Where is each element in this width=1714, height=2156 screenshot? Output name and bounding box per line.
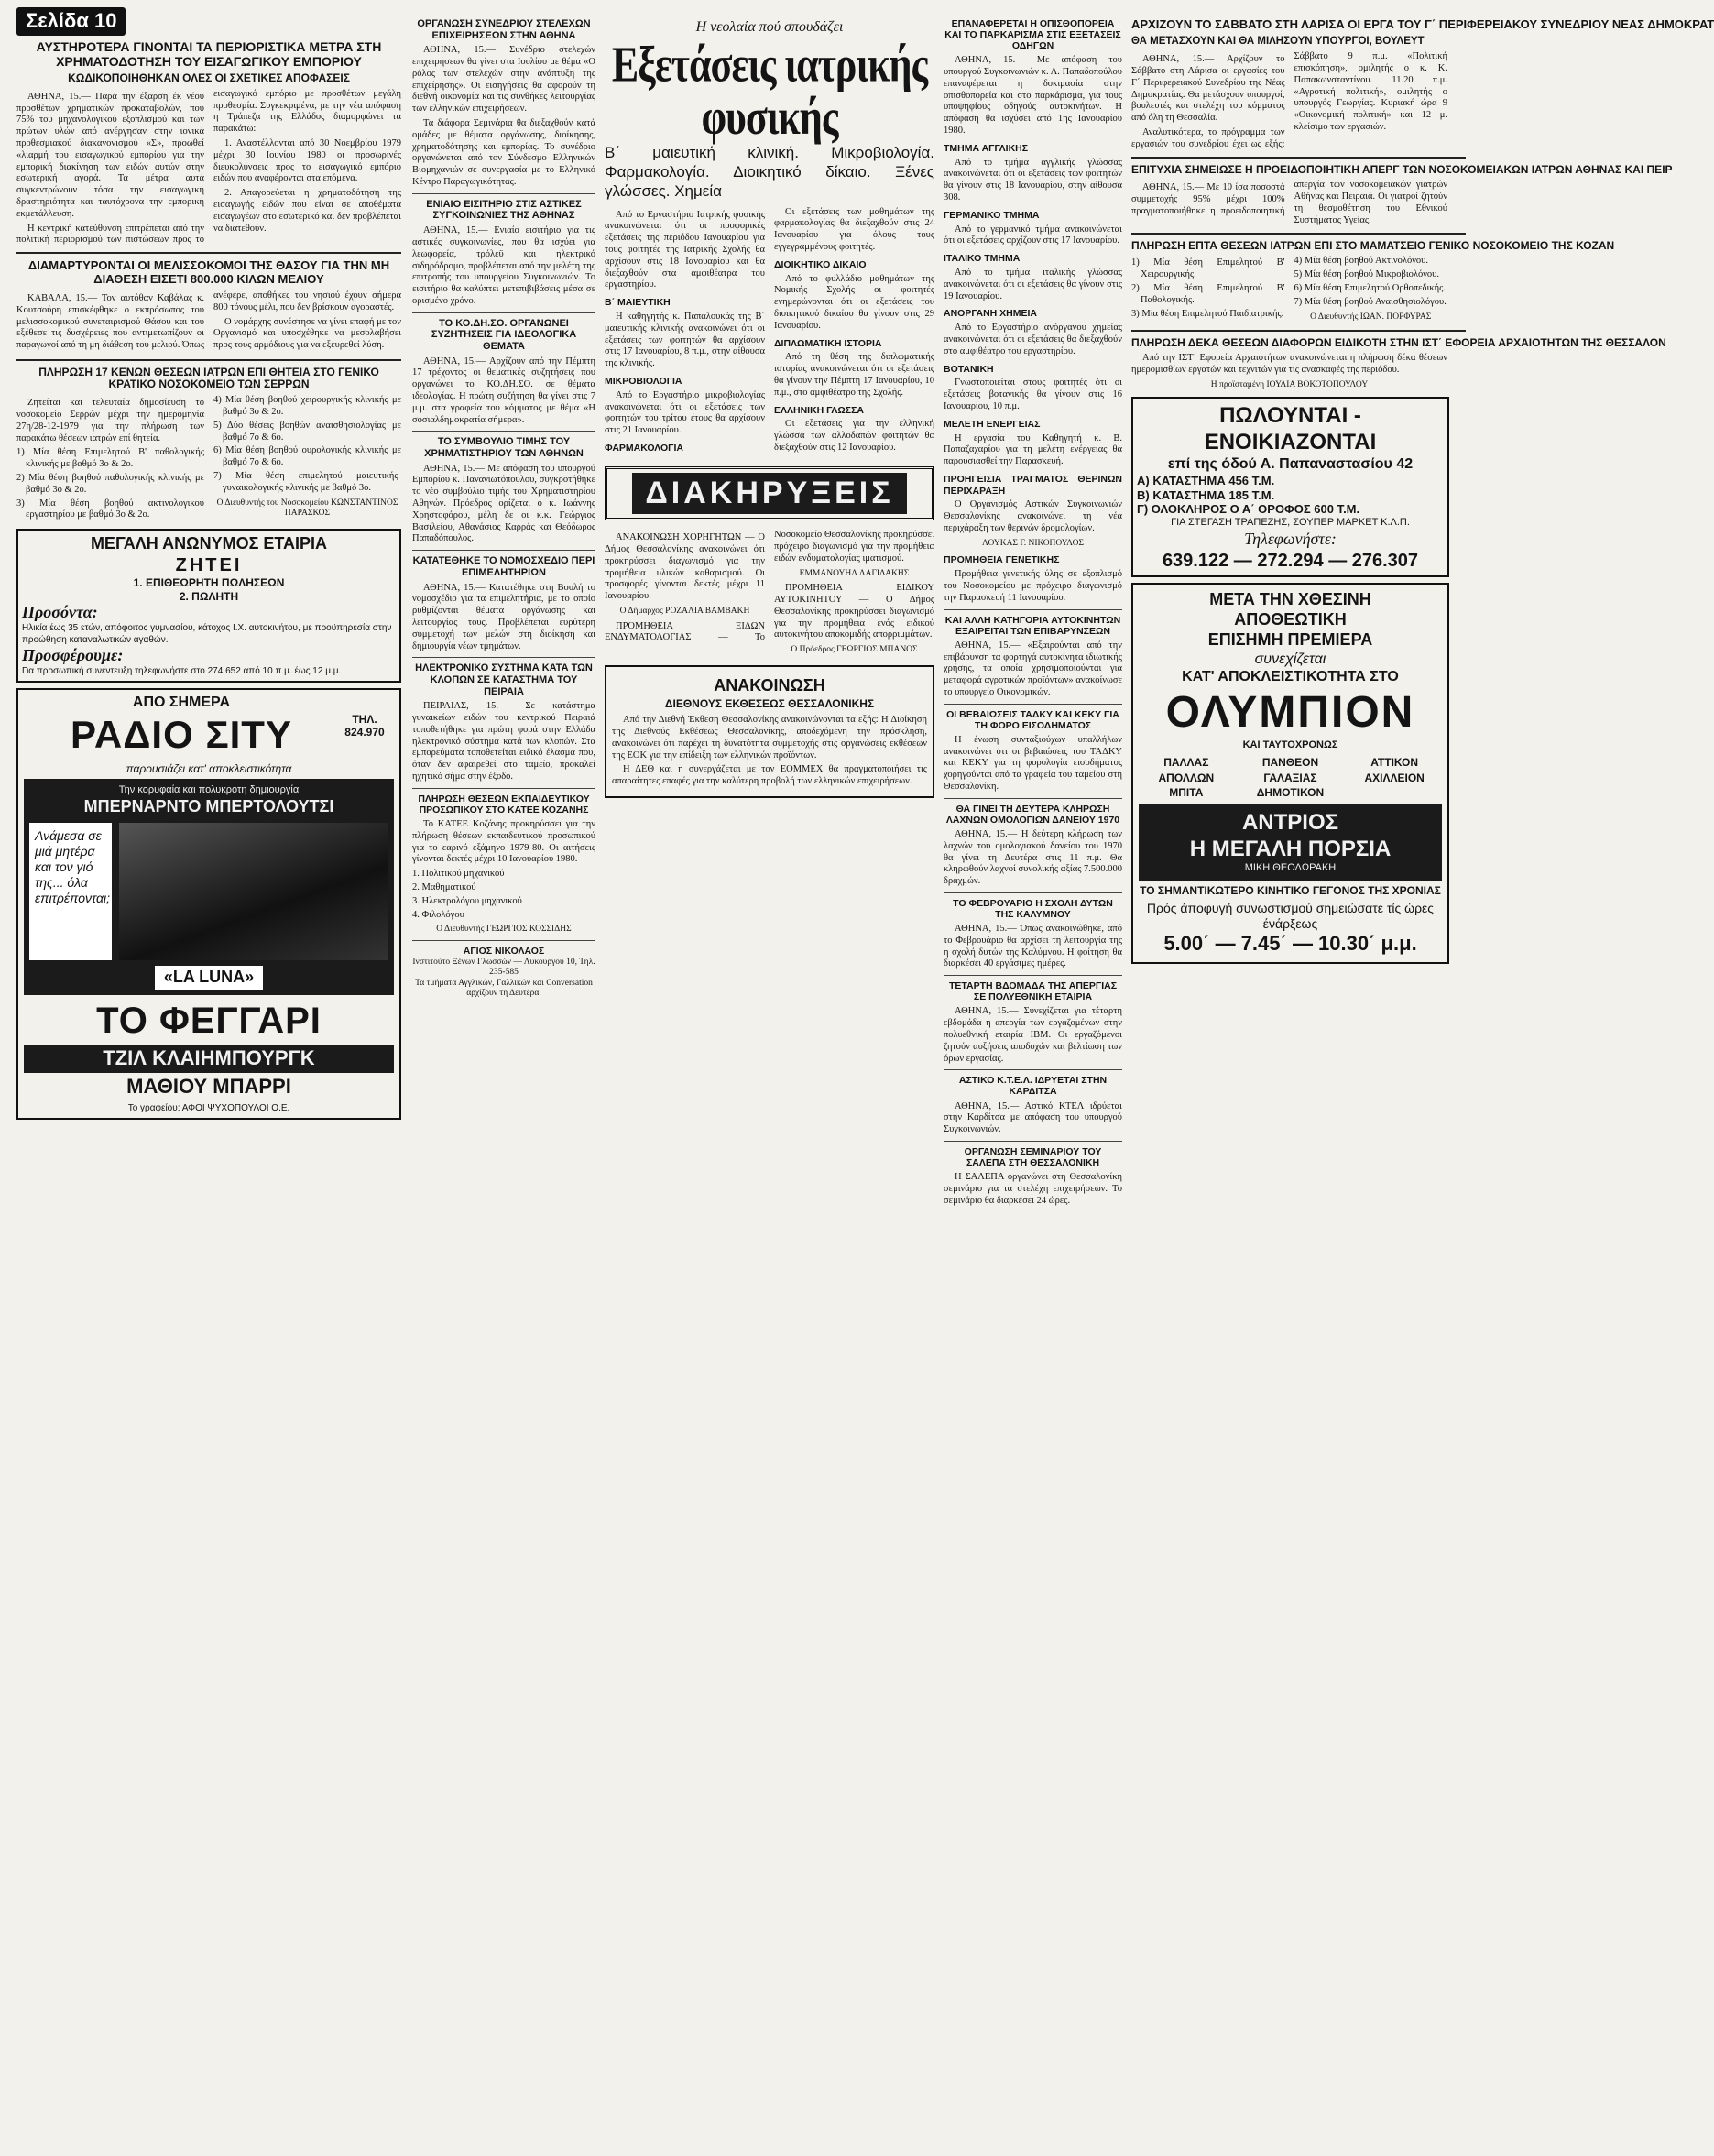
section-title: Β΄ ΜΑΙΕΥΤΙΚΗ [605, 297, 671, 309]
article-paragraph: ΑΘΗΝΑ, 15.— Με απόφαση του υπουργού Εμπορίου κ. Παναγιωτόπουλου, συγκροτήθηκε το νέο συμβούλιο τιμής του Χρηματιστηρίου Αθηνών. Πρόεδρος ορίζεται ο κ. Ιωάννης Χρηστοφόρου, μέλη δε οι κ.κ. Γεώργιος Βασιλείου, Αθανάσιος Καρράς και Θεόδωρος Παπαδόπουλος. [412, 463, 595, 544]
article-paragraph: ΑΘΗΝΑ, 15.— «Εξαιρούνται από την επιβάρυνση τα φορτηγά αυτοκίνητα ιδιωτικής χρήσης, τα οποία χρησιμοποιούνται για μεταφορά αγροτικών προϊόντων» ανακοίνωσε το υπουργείο Οικονομικών. [944, 640, 1122, 697]
headline-katee-kozani: ΠΛΗΡΩΣΗ ΘΕΣΕΩΝ ΕΚΠΑΙΔΕΥΤΙΚΟΥ ΠΡΟΣΩΠΙΚΟΥ ΣΤΟ ΚΑΤΕΕ ΚΟΖΑΝΗΣ [418, 793, 590, 815]
article-paragraph: ΑΘΗΝΑ, 15.— Αρχίζουν από την Πέμπτη 17 τρέχοντος οι θεματικές συζητήσεις που οργανώνει το ΚΟ.ΔΗ.ΣΟ. σε θέματα ιδεολογίας. Η πρώτη συζήτηση θα γίνει στις 7 μ.μ. στα γραφεία του κόμματος με θέμα «Η σοσιαλδημοκρατία σήμερα». [412, 356, 595, 425]
article-paragraph: ΠΕΙΡΑΙΑΣ, 15.— Σε κατάστημα γυναικείων ειδών του κεντρικού Πειραιά τοποθετήθηκε για πρώτη φορά στην Ελλάδα ηλεκτρονικό σύστημα κατά των κλοπών. Στα εμπορεύματα τοποθετείται ειδικό έλασμα που, όταν δεν αφαιρεθεί στο ταμείο, προκαλεί ηχητικό σήμα στην έξοδο. [412, 701, 595, 783]
list-item: 3) Μία θέση βοηθού ακτινολογικού εργαστηρίου με βαθμό 3ο & 2ο. [16, 498, 204, 520]
divider [944, 892, 1122, 893]
ad-film-big-title: ΤΟ ΦΕΓΓΑΡΙ [96, 1000, 322, 1041]
ad-title: ΜΕΓΑΛΗ ΑΝΩΝΥΜΟΣ ΕΤΑΙΡΙΑ [90, 533, 328, 553]
headline-single-ticket: ΕΝΙΑΙΟ ΕΙΣΙΤΗΡΙΟ ΣΤΙΣ ΑΣΤΙΚΕΣ ΣΥΓΚΟΙΝΩΝΙΕΣ ΤΗΣ ΑΘΗΝΑΣ [426, 198, 582, 222]
list-item: 5) Μία θέση βοηθού Μικροβιολόγου. [1294, 269, 1439, 280]
column-1 [16, 0, 401, 1125]
list-item: 4. Φιλολόγου [412, 909, 464, 920]
section-title: ΔΙΠΛΩΜΑΤΙΚΗ ΙΣΤΟΡΙΑ [774, 337, 882, 349]
ad-showtimes: 5.00΄ — 7.45΄ — 10.30΄ μ.μ. [1163, 932, 1417, 956]
section-title: ΒΟΤΑΝΙΚΗ [944, 363, 994, 375]
headline-ktel-karditsa: ΑΣΤΙΚΟ Κ.Τ.Ε.Λ. ΙΔΡΥΕΤΑΙ ΣΤΗΝ ΚΑΡΔΙΤΣΑ [958, 1075, 1108, 1098]
section-title: ΑΝΟΡΓΑΝΗ ΧΗΜΕΙΑ [944, 308, 1038, 320]
ad-req-text: Ηλικία έως 35 ετών, απόφοιτος γυμνασίου, κάτοχος Ι.Χ. αυτοκινήτου, με προϋπηρεσία στην προώθηση καταναλωτικών αγαθών. [22, 623, 392, 645]
ad-line: ΕΠΙΣΗΜΗ ΠΡΕΜΙΕΡΑ [1207, 629, 1373, 649]
headline-strike: ΤΕΤΑΡΤΗ ΒΔΟΜΑΔΑ ΤΗΣ ΑΠΕΡΓΙΑΣ ΣΕ ΠΟΛΥΕΘΝΙΚΗ ΕΤΑΙΡΙΑ [948, 980, 1118, 1003]
article-paragraph: Τα διάφορα Σεμινάρια θα διεξαχθούν κατά ομάδες με θέματα οργάνωσης, διοίκησης, χρηματοδότησης και εμπορίας. Το συνέδριο οργανώνεται από τον Σύνδεσμο Ελληνικών Βιομηχανιών σε συνεργασία με το Ελληνικό Κέντρο Παραγωγικότητας. [412, 118, 595, 188]
signature: ΛΟΥΚΑΣ Γ. ΝΙΚΟΠΟΥΛΟΣ [981, 538, 1084, 548]
article-larisa-congress [1131, 51, 1447, 150]
headline-serres-hospital: ΠΛΗΡΩΣΗ 17 ΚΕΝΩΝ ΘΕΣΕΩΝ ΙΑΤΡΩΝ ΕΠΙ ΘΗΤΕΙΑ ΣΤΟ ΓΕΝΙΚΟ ΚΡΑΤΙΚΟ ΝΟΣΟΚΟΜΕΙΟ ΤΩΝ ΣΕΡΡΩΝ [38, 365, 379, 391]
divider [944, 1141, 1122, 1142]
ad-item: Β) ΚΑΤΑΣΤΗΜΑ 185 Τ.Μ. [1137, 487, 1275, 502]
ad-item: Α) ΚΑΤΑΣΤΗΜΑ 456 Τ.Μ. [1137, 473, 1275, 487]
ad-quote: Ανάμεσα σε μιά μητέρα και τον γιό της... όλα επιτρέπονται; [29, 823, 112, 960]
headline-congress: ΟΡΓΑΝΩΣΗ ΣΥΝΕΔΡΙΟΥ ΣΤΕΛΕΧΩΝ ΕΠΙΧΕΙΡΗΣΕΩΝ ΣΤΗΝ ΑΘΗΝΑ [417, 18, 591, 41]
list-item: 1. Πολιτικού μηχανικού [412, 869, 505, 880]
ad-director: ΜΠΕΡΝΑΡΝΤΟ ΜΠΕΡΤΟΛΟΥΤΣΙ [83, 796, 334, 815]
ad-item: 2. ΠΩΛΗΤΗ [179, 589, 239, 603]
list-item: 1) Μία θέση Επιμελητού Β' Χειρουργικής. [1131, 257, 1285, 280]
article-paragraph: Οι εξετάσεις των μαθημάτων της φαρμακολογίας θα διεξαχθούν στις 24 Ιανουαρίου για όλους τους εγγεγραμμένους φοιτητές. [774, 206, 934, 253]
ad-hall: ΑΠΟΛΛΩΝ [1158, 771, 1215, 784]
ad-school-address: Ινστιτούτο Ξένων Γλωσσών — Λυκουργού 10, Τηλ. 235-585 [412, 957, 595, 978]
ad-line: ΚΑΤ' ΑΠΟΚΛΕΙΣΤΙΚΟΤΗΤΑ ΣΤΟ [1182, 669, 1399, 685]
headline-salepa-seminar: ΟΡΓΑΝΩΣΗ ΣΕΜΙΝΑΡΙΟΥ ΤΟΥ ΣΑΛΕΠΑ ΣΤΗ ΘΕΣΣΑΛΟΝΙΚΗ [964, 1145, 1102, 1168]
list-item: 6) Μία θέση Επιμελητού Ορθοπεδικής. [1294, 282, 1446, 293]
list-item: 2. Μαθηματικού [412, 881, 476, 892]
article-paragraph: Η καθηγητής κ. Παπαλουκάς της Β΄ μαιευτικής κλινικής ανακοινώνει ότι οι εξετάσεις των φοιτητών θα αρχίσουν στις 17 Ιανουαρίου, 8 π.μ., στην αίθουσα της κλινικής. [605, 312, 765, 369]
headline-chambers-bill: ΚΑΤΑΤΕΘΗΚΕ ΤΟ ΝΟΜΟΣΧΕΔΙΟ ΠΕΡΙ ΕΠΙΜΕΛΗΤΗΡΙΩΝ [412, 555, 595, 578]
article-paragraph: Από το Εργαστήριο ανόργανου χημείας ανακοινώνεται ότι οι εξετάσεις θα διεξαχθούν στο αμφιθέατρο του εργαστηρίου. [944, 323, 1122, 356]
divider [16, 252, 401, 254]
ad-hall: ΓΑΛΑΞΙΑΣ [1263, 771, 1317, 784]
divider [412, 657, 595, 658]
ad-tel-title: Τηλεφωνήστε: [1244, 529, 1337, 548]
article-paragraph: Από το Εργαστήριο μικροβιολογίας ανακοινώνεται ότι οι εξετάσεις των φοιτητών του τρίτου έτους θα αρχίσουν στις 21 Ιανουαρίου. [605, 389, 765, 436]
article-paragraph: ΑΘΗΝΑ, 15.— Κατατέθηκε στη Βουλή το νομοσχέδιο για τα επιμελητήρια, με το οποίο ρυθμίζονται θέματα οργάνωσης και λειτουργίας τους. Προβλέπεται ευρύτερη συμμετοχή των μελών στη διοίκηση και δημιουργία νέων τμημάτων. [412, 582, 595, 651]
ad-phone: ΤΗΛ. 824.970 [344, 712, 385, 739]
divider [1131, 330, 1466, 332]
section-title: ΠΡΟΜΗΘΕΙΑ ΓΕΝΕΤΙΚΗΣ [944, 554, 1060, 566]
article-paragraph: ΑΘΗΝΑ, 15.— Με απόφαση του υπουργού Συγκοινωνιών κ. Λ. Παπαδοπούλου επαναφέρεται η δοκιμασία στην οπισθοπορεία και στο παρκάρισμα, για τους υποψηφίους οδηγούς αυτοκινήτων. Η απόφαση θα ισχύσει από 1ης Ιανουαρίου 1980. [944, 55, 1122, 136]
headline-exams: Εξετάσεις ιατρικής φυσικής [611, 36, 928, 146]
article-paragraph: 1. Αναστέλλονται από 30 Νοεμβρίου 1979 μέχρι 30 Ιουνίου 1980 οι προσωρινές διευκολύνσεις προς το εισαγωγικό εμπόριο ειδών που αναφέρονται στα επόμενα. [213, 138, 401, 184]
ad-exclusive-line: παρουσιάζει κατ' αποκλειστικότητα [126, 761, 292, 775]
ad-hall: ΠΑΛΛΑΣ [1163, 755, 1209, 769]
article-paragraph: Η ΣΑΛΕΠΑ οργανώνει στη Θεσσαλονίκη σεμινάριο για τα στελέχη επιχειρήσεων. Το σεμινάριο θα διαρκέσει 24 ώρες. [944, 1172, 1122, 1206]
ad-sale-rent [1131, 397, 1449, 577]
column-2 [412, 0, 595, 1000]
ad-film-title: «LA LUNA» [155, 966, 263, 990]
headline-doctors-strike: ΕΠΙΤΥΧΙΑ ΣΗΜΕΙΩΣΕ Η ΠΡΟΕΙΔΟΠΟΙΗΤΙΚΗ ΑΠΕΡΓ ΤΩΝ ΝΟΣΟΚΟΜΕΙΑΚΩΝ ΙΑΤΡΩΝ ΑΘΗΝΑΣ ΚΑΙ ΠΕΙΡ [1131, 162, 1673, 176]
announcement-paragraph: Η ΔΕΘ και η συνεργάζεται με τον ΕΟΜΜΕΧ θα πραγματοποιήσει τις απαραίτητες επαφές για την καλύτερη προβολή των ελληνικών επιχειρήσεων. [612, 764, 927, 787]
headline-vehicle-exemption: ΚΑΙ ΑΛΛΗ ΚΑΤΗΓΟΡΙΑ ΑΥΤΟΚΙΝΗΤΩΝ ΕΞΑΙΡΕΙΤΑΙ ΤΩΝ ΕΠΙΒΑΡΥΝΣΕΩΝ [944, 614, 1121, 637]
section-title: ΤΜΗΜΑ ΑΓΓΛΙΚΗΣ [944, 142, 1029, 154]
article-paragraph: Από το φυλλάδιο μαθημάτων της Νομικής Σχολής οι φοιτητές ενημερώνονται ότι οι εξετάσεις του διοικητικού δικαίου θα γίνουν στις 29 Ιανουαρίου. [774, 273, 934, 331]
article-beekeepers [16, 290, 401, 353]
ad-radio-city-header [18, 690, 399, 762]
ad-cinema-name: ΟΛΥΜΠΙΟΝ [1165, 687, 1415, 737]
article-paragraph: ΑΘΗΝΑ, 15.— Αστικό ΚΤΕΛ ιδρύεται στην Καρδίτσα με απόφαση του υπουργού Συγκοινωνιών. [944, 1100, 1122, 1135]
list-item: 7) Μία θέση επιμελητού μαιευτικής-γυναικολογικής κλινικής με βαθμό 3ο. [213, 470, 401, 493]
list-item: 7) Μία θέση βοηθού Αναισθησιολόγου. [1294, 296, 1447, 307]
signature: Ο Πρόεδρος ΓΕΩΡΓΙΟΣ ΜΠΑΝΟΣ [791, 645, 918, 655]
banner-tenders-box [605, 466, 934, 520]
subheadline-larisa-congress: ΘΑ ΜΕΤΑΣΧΟΥΝ ΚΑΙ ΘΑ ΜΙΛΗΣΟΥΝ ΥΠΟΥΡΓΟΙ, ΒΟΥΛΕΥΤ [1131, 35, 1425, 47]
headline-anti-theft: ΗΛΕΚΤΡΟΝΙΚΟ ΣΥΣΤΗΜΑ ΚΑΤΑ ΤΩΝ ΚΛΟΠΩΝ ΣΕ ΚΑΤΑΣΤΗΜΑ ΤΟΥ ΠΕΙΡΑΙΑ [415, 662, 593, 697]
ad-star-2: ΜΑΘΙΟΥ ΜΠΑΡΡΙ [126, 1075, 291, 1099]
ad-hall: ΑΤΤΙΚΟΝ [1370, 755, 1419, 769]
list-item: 4) Μία θέση βοηθού Ακτινολόγου. [1294, 256, 1428, 267]
article-paragraph: Προμήθεια γενετικής ύλης σε εξοπλισμό του Νοσοκομείου με πρόχειρο διαγωνισμό την Παρασκευή 11 Ιανουαρίου. [944, 569, 1122, 603]
divider [412, 940, 595, 941]
article-paragraph: Από το τμήμα ιταλικής γλώσσας ανακοινώνεται ότι οι εξετάσεις θα γίνουν στις 19 Ιανουαρίου. [944, 267, 1122, 301]
ad-cinema-name: ΡΑΔΙΟ ΣΙΤΥ [71, 713, 292, 757]
ad-item: Γ) ΟΛΟΚΛΗΡΟΣ Ο Α΄ ΟΡΟΦΟΣ 600 Τ.Μ. [1137, 502, 1360, 517]
article-paragraph: Οι εξετάσεις για την ελληνική γλώσσα των αλλοδαπών φοιτητών θα διεξαχθούν στις 12 Ιανουαρίου. [774, 419, 934, 453]
section-title: ΦΑΡΜΑΚΟΛΟΓΙΑ [605, 442, 683, 454]
divider [1131, 233, 1466, 235]
ad-olympion-cinema [1131, 583, 1449, 964]
article-paragraph: 2. Απαγορεύεται η χρηματοδότηση της εισαγωγής ειδών που είναι σε αποθέματα εισαγωγέων στο εσωτερικό και δεν προβλέπεται να διατεθούν. [213, 188, 401, 234]
tender-paragraph: ΠΡΟΜΗΘΕΙΑ ΕΙΔΙΚΟΥ ΑΥΤΟΚΙΝΗΤΟΥ — Ο Δήμος Θεσσαλονίκης προκηρύσσει διαγωνισμό για την προμήθεια ενός ειδικού αυτοκινήτου αποκομιδής απορριμμάτων. [774, 583, 934, 640]
ad-line: συνεχίζεται [1254, 651, 1326, 667]
tender-paragraph: ΠΡΟΜΗΘΕΙΑ ΕΙΔΩΝ ΕΝΔΥΜΑΤΟΛΟΓΙΑΣ — Το Νοσοκομείο Θεσσαλονίκης προκηρύσσει πρόχειρο διαγωνισμό για την προμήθεια ειδών ενδυματολογίας ιματισμού. [605, 530, 934, 643]
column-5 [1131, 0, 1714, 969]
list-item: 5) Δύο θέσεις βοηθών αναισθησιολογίας με βαθμό 7ο & 6ο. [213, 420, 401, 443]
ad-radio-city [16, 688, 401, 1120]
article-paragraph: Ζητείται και τελευταία δημοσίευση το νοσοκομείο Σερρών μέχρι την ημερομηνία 27η/28-12-1979 για την πλήρωση των παρακάτω θέσεων ιατρών επί θητεία. [16, 398, 204, 443]
list-item: 1) Μία θέση Επιμελητού Β' παθολογικής κλινικής με βαθμό 3ο & 2ο. [16, 447, 204, 470]
ad-school-text: Τα τμήματα Αγγλικών, Γαλλικών και Conversation αρχίζουν τη Δευτέρα. [415, 978, 593, 999]
signature: Ο Διευθυντής ΙΩΑΝ. ΠΟΡΦΥΡΑΣ [1310, 312, 1432, 322]
divider [412, 193, 595, 194]
list-item: 3) Μία θέση Επιμελητού Παιδιατρικής. [1131, 308, 1284, 319]
section-title: ΜΙΚΡΟΒΙΟΛΟΓΙΑ [605, 376, 682, 387]
banner-tenders: ΔΙΑΚΗΡΥΞΕΙΣ [632, 473, 906, 514]
article-paragraph: ΚΑΒΑΛΑ, 15.— Τον αυτόθαν Καβάλας κ. Κουτσούρη επισκέφθηκε ο εκπρόσωπος του μελισσοκομικού συνεταιρισμού Θάσου και του εξέθεσε τις δυσχέρειες που αντιμετωπίζουν οι παραγωγοί από τη μη διάθεση του μελιού. Όπως ανέφερε, αποθήκες του νησιού έχουν σήμερα 800 τόνους μέλι, που δεν βρίσκουν αγοραστές. [16, 290, 401, 351]
article-paragraph: Από το γερμανικό τμήμα ανακοινώνεται ότι οι εξετάσεις αρχίζουν στις 17 Ιανουαρίου. [944, 224, 1122, 246]
section-title: ΓΕΡΜΑΝΙΚΟ ΤΜΗΜΑ [944, 209, 1040, 221]
divider [944, 704, 1122, 705]
headline-stock-exchange: ΤΟ ΣΥΜΒΟΥΛΙΟ ΤΙΜΗΣ ΤΟΥ ΧΡΗΜΑΤΙΣΤΗΡΙΟΥ ΤΩΝ ΑΘΗΝΩΝ [424, 436, 584, 460]
article-paragraph: Το ΚΑΤΕΕ Κοζάνης προκηρύσσει για την πλήρωση θέσεων εκπαιδευτικού προσωπικού για το εαρινό εξάμηνο 1979-80. Οι αιτήσεις γίνονται δεκτές μέχρι 10 Ιανουαρίου 1980. [412, 818, 595, 865]
kicker: Η νεολαία πού σπουδάζει [695, 19, 844, 35]
article-paragraph: ΑΘΗΝΑ, 15.— Η δεύτερη κλήρωση των λαχνών του ομολογιακού δανείου του 1970 θα γίνει τη Δευτέρα στις 11 π.μ. Θα κληρωθούν λαχνοί συνολικής αξίας 7.500.000 δραχμών. [944, 828, 1122, 887]
signature: Ο Δήμαρχος ΡΟΖΑΛΙΑ ΒΑΜΒΑΚΗ [619, 607, 750, 617]
headline-beekeepers: ΔΙΑΜΑΡΤΥΡΟΝΤΑΙ ΟΙ ΜΕΛΙΣΣΟΚΟΜΟΙ ΤΗΣ ΘΑΣΟΥ ΓΙΑ ΤΗΝ ΜΗ ΔΙΑΘΕΣΗ ΕΙΣΕΤΙ 800.000 ΚΙΛΩΝ ΜΕΛΙΟΥ [27, 258, 390, 287]
deck-exams: Β΄ μαιευτική κλινική. Μικροβιολογία. Φαρμακολογία. Διοικητικό δίκαιο. Ξένες γλώσσες. Χημεία [605, 143, 934, 201]
article-paragraph: Από τη θέση της διπλωματικής ιστορίας ανακοινώνεται ότι οι εξετάσεις θα γίνουν την Πέμπτη 17 Ιανουαρίου, 10 π.μ., στο αμφιθέατρο της Σχολής. [774, 352, 934, 398]
page-badge-wrap [16, 7, 401, 36]
article-paragraph: ΑΘΗΝΑ, 15.— Αρχίζουν το Σάββατο στη Λάρισα οι εργασίες του Γ΄ Περιφερειακού Συνεδρίου της Νέας Δημοκρατίας. Θα μετάσχουν υπουργοί, βουλευτές και στελέχη του κόμματος από όλη τη Θεσσαλία. [1131, 54, 1285, 124]
article-paragraph: ΑΘΗΝΑ, 15.— Ενιαίο εισιτήριο για τις αστικές συγκοινωνίες, που θα ισχύει για λεωφορεία, τρόλεϋ και ηλεκτρικό σιδηρόδρομο, προβλέπεται από την μελέτη της επιτροπής του υπουργείου Συγκοινωνιών. Το εισιτήριο θα καλύπτει μετεπιβιβάσεις μέσα σε ορισμένο χρόνο. [412, 225, 595, 306]
section-title: ΜΕΛΕΤΗ ΕΝΕΡΓΕΙΑΣ [944, 418, 1041, 430]
divider [944, 609, 1122, 610]
ad-language-school [412, 946, 595, 1000]
signature: Η προϊσταμένη ΙΟΥΛΙΑ ΒΟΚΟΤΟΠΟΥΛΟΥ [1210, 380, 1369, 390]
article-paragraph: ΑΘΗΝΑ, 15.— Παρά την έξαρση έκ νέου προσθέτων χρηματικών προκαταβολών, που 75% του μηχανολογικού εξοπλισμού και των πρώτων υλών από ανέργησαν στην ιονικά προθεσμιακού διακανονισμού «Σ», προωθεί «λιαρμή του εισαγωγικού εμπορίου για την εμπορική διακίνηση των ειδών αυτών στην εσωτερική αγορά. Τα μέτρα αυτά συγκεντρώνουν τόσα την εισαγωγική δραστηριότητα και ταυτόχρονα την εμπορική εκμετάλλευση. [16, 91, 204, 219]
list-item: 3. Ηλεκτρολόγου μηχανικού [412, 895, 522, 906]
headline-import-credit: ΑΥΣΤΗΡΟΤΕΡΑ ΓΙΝΟΝΤΑΙ ΤΑ ΠΕΡΙΟΡΙΣΤΙΚΑ ΜΕΤΡΑ ΣΤΗ ΧΡΗΜΑΤΟΔΟΤΗΣΗ ΤΟΥ ΕΙΣΑΓΩΓΙΚΟΥ ΕΜΠΟΡΙΟΥ [36, 38, 382, 69]
article-paragraph: ΑΘΗΝΑ, 15.— Συνεχίζεται για τέταρτη εβδομάδα η απεργία των εργαζομένων στην πολυεθνική εταιρία ΙΒΜ. Οι εργαζόμενοι ζητούν αυξήσεις αποδοχών και βελτίωση των όρων εργασίας. [944, 1006, 1122, 1064]
article-paragraph: Η κεντρική κατεύθυνση επιτρέπεται από την πολιτική περιορισμού των πιστώσεων προς το εισαγωγικό εμπόριο με προσθέτων μεγάλη προθεσμία. Συγκεκριμένα, με την νέα απόφαση η Τράπεζα της Ελλάδος διαμορφώνει τα παρακάτω: [16, 88, 401, 246]
divider [412, 312, 595, 313]
ad-film-tagline: Την κορυφαία και πολυκροτη δημιουργία [118, 784, 300, 796]
article-paragraph: Γνωστοποιείται στους φοιτητές ότι οι εξετάσεις βοτανικής θα γίνουν στις 16 Ιανουαρίου, 10 π.μ. [944, 378, 1122, 411]
ad-company-hiring [16, 529, 401, 683]
ad-item: 1. ΕΠΙΘΕΩΡΗΤΗ ΠΩΛΗΣΕΩΝ [133, 576, 285, 590]
headline-larisa-congress: ΑΡΧΙΖΟΥΝ ΤΟ ΣΑΒΒΑΤΟ ΣΤΗ ΛΑΡΙΣΑ ΟΙ ΕΡΓΑ ΤΟΥ Γ΄ ΠΕΡΙΦΕΡΕΙΑΚΟΥ ΣΥΝΕΔΡΙΟΥ ΝΕΑΣ ΔΗΜΟΚΡΑΤ [1131, 17, 1714, 31]
announcement-subtitle: ΔΙΕΘΝΟΥΣ ΕΚΘΕΣΕΩΣ ΘΕΣΣΑΛΟΝΙΚΗΣ [664, 697, 875, 711]
ad-note: Πρός άποφυγή συνωστισμού σημειώσατε τίς ώρες ένάρξεως [1146, 901, 1435, 932]
ad-subtitle: επί της όδού Α. Παπαναστασίου 42 [1167, 456, 1414, 473]
announcement-title: ΑΝΑΚΟΙΝΩΣΗ [714, 675, 825, 695]
divider [944, 1069, 1122, 1070]
list-item: 2) Μία θέση Επιμελητού Β' Παθολογικής. [1131, 282, 1285, 305]
divider [16, 359, 401, 361]
section-title: ΠΡΟΗΓΕΙΣΙΑ ΤΡΑΓΜΑΤΟΣ ΘΕΡΙΝΩΝ ΠΕΡΙΧΑΡΑΞΗ [944, 473, 1122, 497]
ad-line: ΑΠΟΘΕΩΤΙΚΗ [1234, 609, 1347, 629]
article-paragraph: ΑΘΗΝΑ, 15.— Με 10 ίσα ποσοστά συμμετοχής 95% μέχρι 100% πραγματοποιήθηκε η προειδοποιητική απεργία των νοσοκομειακών γιατρών Αθήνας και Πειραιά. Οι γιατροί ζητούν τη θεσμοθέτηση του Εθνικού Συστήματος Υγείας. [1131, 180, 1447, 225]
article-paragraph: ΑΘΗΝΑ, 15.— Όπως ανακοινώθηκε, από το Φεβρουάριο θα αρχίσει τη λειτουργία της η σχολή δυτών της Καλύμνου. Η φοίτηση θα διαρκέσει 40 εργάσιμες ημέρες. [944, 924, 1122, 969]
article-paragraph: Ο νομάρχης συνέστησε να γίνει επαφή με τον Οργανισμό και υποσχέθηκε να μεσολαβήσει προς τους αρμόδιους για να εξευρεθεί λύση. [213, 316, 401, 351]
announcement-paragraph: Από την Διεθνή Έκθεση Θεσσαλονίκης ανακοινώνονται τα εξής: Η Διοίκηση της Διεθνούς Εκθέσεως Θεσσαλονίκης, αποδεχόμενη την πρόσκληση, ανακοινώνει ότι παρέχει τη δυνατότητα συμμετοχής στις οργανώσεις εκθέσεων της ΕΟΚ για την επίδειξη των ελληνικών προϊόντων. [612, 715, 927, 761]
divider [1131, 157, 1466, 159]
ad-footer: Το γραφείου: ΑΦΟΙ ΨΥΧΟΠΟΥΛΟΙ Ο.Ε. [127, 1103, 290, 1114]
article-paragraph: Από το τμήμα αγγλικής γλώσσας ανακοινώνεται ότι οι εξετάσεις των φοιτητών θα γίνουν στις 18 Ιανουαρίου, στην αίθουσα 308. [944, 157, 1122, 202]
announcement-box [605, 665, 934, 798]
ad-hall: ΑΧΙΛΛΕΙΟΝ [1364, 771, 1425, 784]
ad-tel-numbers: 639.122 — 272.294 — 276.307 [1162, 550, 1419, 571]
article-paragraph: Αναλυτικότερα, το πρόγραμμα των εργασιών του συνεδρίου έχει ως εξής: Σάββατο 9 π.μ. «Πολιτική επισκόπηση», ομιλητής ο κ. Κ. Παπακωνσταντίνου. 11.20 π.μ. «Αγροτική πολιτική», ομιλητής ο υπουργός Γεωργίας. Κυριακή ώρα 9 «Οικονομική πολιτική» και 12 μ. κλείσιμο των εργασιών. [1131, 51, 1447, 149]
section-title: ΙΤΑΛΙΚΟ ΤΜΗΜΑ [944, 253, 1021, 265]
tenders-list [605, 530, 934, 656]
signature: ΕΜΜΑΝΟΥΗΛ ΛΑΓΙΔΑΚΗΣ [799, 568, 910, 578]
ad-star: ΤΖΙΛ ΚΛΑΙΗΜΠΟΥΡΓΚ [24, 1045, 394, 1073]
ad-film-panel [1139, 804, 1442, 881]
ad-hall: ΜΠΙΤΑ [1169, 786, 1204, 800]
ad-subtitle: ΖΗΤΕΙ [175, 554, 243, 575]
article-exams [605, 207, 934, 457]
list-item: 6) Μία θέση βοηθού ουρολογικής κλινικής με βαθμό 7ο & 6ο. [213, 445, 401, 468]
ad-film-title-1: ΑΝΤΡΙΟΣ [1241, 809, 1339, 835]
tender-paragraph: ΑΝΑΚΟΙΝΩΣΗ ΧΟΡΗΓΗΤΩΝ — Ο Δήμος Θεσσαλονίκης ανακοινώνει ότι προκηρύσσει διαγωνισμό για την προμήθεια υλικών καθαρισμού. Οι προσφορές γίνονται δεκτές μέχρι 11 Ιανουαρίου. [605, 532, 765, 602]
divider [412, 788, 595, 789]
ad-school-name: ΑΓΙΟΣ ΝΙΚΟΛΑΟΣ [463, 945, 545, 957]
article-kozani-hospital [1131, 256, 1447, 323]
section-title: ΔΙΟΙΚΗΤΙΚΟ ΔΙΚΑΙΟ [774, 258, 867, 270]
ad-title: ΠΩΛΟΥΝΤΑΙ - ΕΝΟΙΚΙΑΖΟΝΤΑΙ [1204, 402, 1377, 454]
headline-divers-school: ΤΟ ΦΕΒΡΟΥΑΡΙΟ Η ΣΧΟΛΗ ΔΥΤΩΝ ΤΗΣ ΚΑΛΥΜΝΟΥ [953, 897, 1113, 921]
ad-and-line: ΚΑΙ ΤΑΥΤΟΧΡΟΝΩΣ [1242, 739, 1338, 751]
article-paragraph: Η εργασία του Καθηγητή κ. Β. Παπαζαχαρίου για τη μελέτη ενέργειας θα παρουσιασθεί την Παρασκευή. [944, 432, 1122, 467]
ad-top-line: ΑΠΟ ΣΗΜΕΡΑ [132, 694, 231, 710]
column-4 [944, 0, 1122, 1209]
headline-kodiso: ΤΟ ΚΟ.ΔΗ.ΣΟ. ΟΡΓΑΝΩΝΕΙ ΣΥΖΗΤΗΣΕΙΣ ΓΙΑ ΙΔΕΟΛΟΓΙΚΑ ΘΕΜΑΤΑ [431, 317, 577, 352]
article-paragraph: Από το Εργαστήριο Ιατρικής φυσικής ανακοινώνεται ότι οι προφορικές εξετάσεις της περιόδου Ιανουαρίου για τους φοιτητές της Ιατρικής Σχολής θα αρχίσουν στις 18 Ιανουαρίου και θα διεξαχθούν στα αμφιθέατρα του εργαστηρίου. [605, 209, 765, 290]
article-paragraph: Η ένωση συνταξιούχων υπαλλήλων ανακοινώνει ότι οι βεβαιώσεις του ΤΑΔΚΥ και ΚΕΚΥ για τη φορολογία εισοδήματος χορηγούνται από τα γραφεία του ταμείου στη Θεσσαλονίκη. [944, 734, 1122, 793]
headline-bond-lottery: ΘΑ ΓΙΝΕΙ ΤΗ ΔΕΥΤΕΡΑ ΚΛΗΡΩΣΗ ΛΑΧΝΩΝ ΟΜΟΛΟΓΙΩΝ ΔΑΝΕΙΟΥ 1970 [945, 803, 1120, 826]
ad-tag: ΤΟ ΣΗΜΑΝΤΙΚΩΤΕΡΟ ΚΙΝΗΤΙΚΟ ΓΕΓΟΝΟΣ ΤΗΣ ΧΡΟΝΙΑΣ [1140, 883, 1441, 897]
article-paragraph: ΑΘΗΝΑ, 15.— Συνέδριο στελεχών επιχειρήσεων θα γίνει στα Ιουλίου με θέμα «Ο ρόλος των στελεχών στην ανάπτυξη της επιχείρησης». Οι εισηγήσεις θα αφορούν τη διεθνή οικονομία και τις συνθήκες λειτουργίας των ελληνικών επιχειρήσεων. [412, 45, 595, 115]
ad-line: ΜΕΤΑ ΤΗΝ ΧΘΕΣΙΝΗ [1209, 590, 1371, 609]
ad-film-director: ΜΙΚΗ ΘΕΟΔΩΡΑΚΗ [1244, 862, 1337, 874]
divider [944, 798, 1122, 799]
headline-tadky-certificates: ΟΙ ΒΕΒΑΙΩΣΕΙΣ ΤΑΔΚΥ ΚΑΙ ΚΕΚΥ ΓΙΑ ΤΗ ΦΟΡΟ ΕΙΣΟΔΗΜΑΤΟΣ [946, 708, 1119, 731]
page-number-badge: Σελίδα 10 [16, 7, 126, 36]
section-title: ΕΛΛΗΝΙΚΗ ΓΛΩΣΣΑ [774, 404, 864, 416]
ad-offer-title: Προσφέρουμε: [22, 645, 124, 664]
article-paragraph: Από την ΙΣΤ΄ Εφορεία Αρχαιοτήτων ανακοινώνεται η πλήρωση δέκα θέσεων ημερομισθίων εργατών και τεχνιτών για τις ανασκαφές της περιόδου. [1131, 353, 1447, 376]
ad-film-title-2: Η ΜΕΓΑΛΗ ΠΟΡΣΙΑ [1189, 837, 1392, 862]
divider [944, 975, 1122, 976]
list-item: 2) Μία θέση βοηθού παθολογικής κλινικής με βαθμό 3ο & 2ο. [16, 472, 204, 495]
ad-film-panel [24, 779, 394, 994]
subheadline-import-credit: ΚΩΔΙΚΟΠΟΙΗΘΗΚΑΝ ΟΛΕΣ ΟΙ ΣΧΕΤΙΚΕΣ ΑΠΟΦΑΣΕΙΣ [68, 71, 350, 85]
ad-halls-grid [1137, 756, 1444, 800]
article-doctors-strike [1131, 180, 1447, 226]
ad-use: ΓΙΑ ΣΤΕΓΑΣΗ ΤΡΑΠΕΖΗΣ, ΣΟΥΠΕΡ ΜΑΡΚΕΤ Κ.Λ.Π. [1171, 517, 1410, 529]
ad-hall: ΠΑΝΘΕΟΝ [1261, 755, 1319, 769]
headline-antiquities: ΠΛΗΡΩΣΗ ΔΕΚΑ ΘΕΣΕΩΝ ΔΙΑΦΟΡΩΝ ΕΙΔΙΚΟΤΗ ΣΤΗΝ ΙΣΤ΄ ΕΦΟΡΕΙΑ ΑΡΧΑΙΟΤΗΤΩΝ ΤΗΣ ΘΕΣΣΑΛΟΝ [1131, 335, 1666, 349]
column-3 [605, 0, 934, 798]
signature: Ο Διευθυντής ΓΕΩΡΓΙΟΣ ΚΟΣΣΙΔΗΣ [436, 925, 572, 935]
headline-kozani-hospital: ΠΛΗΡΩΣΗ ΕΠΤΑ ΘΕΣΕΩΝ ΙΑΤΡΩΝ ΕΠΙ ΣΤΟ ΜΑΜΑΤΣΕΙΟ ΓΕΝΙΚΟ ΝΟΣΟΚΟΜΕΙΟ ΤΗΣ ΚΟΖΑΝ [1131, 238, 1615, 252]
article-paragraph: Ο Οργανισμός Αστικών Συγκοινωνιών Θεσσαλονίκης ανακοινώνει τη νέα περιχάραξη των θερινών δρομολογίων. [944, 499, 1122, 534]
article-serres-hospital [16, 395, 401, 523]
headline-driving-tests: ΕΠΑΝΑΦΕΡΕΤΑΙ Η ΟΠΙΣΘΟΠΟΡΕΙΑ ΚΑΙ ΤΟ ΠΑΡΚΑΡΙΣΜΑ ΣΤΙΣ ΕΞΕΤΑΣΕΙΣ ΟΔΗΓΩΝ [944, 18, 1121, 52]
ad-hall: ΔΗΜΟΤΙΚΟΝ [1256, 786, 1325, 800]
divider [412, 550, 595, 551]
ad-offer-text: Για προσωπική συνέντευξη τηλεφωνήστε στο 274.652 από 10 π.μ. έως 12 μ.μ. [22, 665, 342, 676]
divider [412, 431, 595, 432]
signature: Ο Διευθυντής του Νοσοκομείου ΚΩΝΣΤΑΝΤΙΝΟΣ ΠΑΡΑΣΚΟΣ [216, 498, 398, 519]
list-item: 4) Μία θέση βοηθού χειρουργικής κλινικής με βαθμό 3ο & 2ο. [213, 395, 401, 417]
ad-req-title: Προσόντα: [22, 603, 98, 622]
ad-film-photo [119, 823, 388, 960]
article-import-credit [16, 89, 401, 246]
